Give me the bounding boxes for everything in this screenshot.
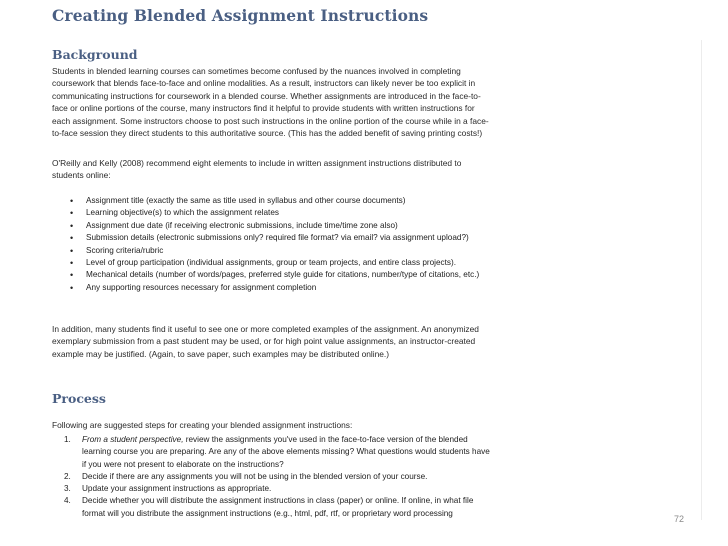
list-item-text: Assignment due date (if receiving electronic submissions, include time/time zone also) bbox=[86, 220, 398, 230]
bullet-icon: • bbox=[70, 282, 74, 293]
list-item bbox=[64, 495, 490, 520]
background-heading: Background bbox=[52, 47, 138, 62]
document-title: Creating Blended Assignment Instructions bbox=[52, 6, 429, 25]
step-number: 1. bbox=[64, 435, 71, 444]
text-line: to-face session they direct students to this authoritative source. (This has the added benefit of saving printing costs!) bbox=[52, 128, 483, 139]
step-number: 3. bbox=[64, 484, 71, 494]
list-item bbox=[70, 220, 479, 232]
elements-bullet-list bbox=[70, 195, 479, 294]
list-item-text: Scoring criteria/rubric bbox=[86, 245, 164, 255]
list-item-text: Assignment title (exactly the same as title used in syllabus and other course documents) bbox=[86, 196, 406, 205]
list-item-text: Submission details (electronic submissions only? required file format? via email? via assignment upload?) bbox=[86, 233, 469, 243]
list-item-text: Any supporting resources necessary for assignment completion bbox=[86, 282, 317, 292]
text-line: example may be justified. (Again, to save paper, such examples may be distributed online.) bbox=[52, 348, 390, 359]
text-line: In addition, many students find it useful to see one or more completed examples of the assignment. An anonymized bbox=[52, 324, 479, 334]
list-item-text: Learning objective(s) to which the assignment relates bbox=[86, 208, 279, 218]
text-line: format will you distribute the assignment instructions (e.g., html, pdf, rtf, or proprietary word processing bbox=[82, 508, 453, 518]
list-item bbox=[64, 471, 490, 483]
text-line bbox=[82, 434, 490, 446]
background-paragraph-2 bbox=[52, 157, 552, 182]
text-line: learning course you are preparing. Are any of the above elements missing? What questions would students have bbox=[82, 447, 490, 457]
text-line: face or online portions of the course, many instructors find it helpful to provide students with written instructions for bbox=[52, 103, 475, 114]
step-text: review the assignments you've used in the face-to-face version of the blended bbox=[183, 435, 468, 444]
list-item bbox=[70, 282, 479, 294]
bullet-icon: • bbox=[70, 196, 74, 206]
bullet-icon: • bbox=[70, 245, 74, 256]
list-item bbox=[70, 257, 479, 269]
step-number: 2. bbox=[64, 471, 71, 481]
bullet-icon: • bbox=[70, 258, 74, 269]
background-paragraph-1 bbox=[52, 65, 552, 139]
list-item bbox=[64, 483, 490, 495]
bullet-icon: • bbox=[70, 208, 74, 219]
text-line: Update your assignment instructions as appropriate. bbox=[82, 484, 272, 494]
list-item bbox=[70, 195, 479, 207]
text-line: exemplary submission from a past student may be used, or for high point value assignments, an instructor-created bbox=[52, 336, 476, 347]
text-line: students online: bbox=[52, 170, 111, 181]
page-edge-divider bbox=[701, 40, 702, 520]
list-item-text: Level of group participation (individual assignments, group or team projects, and entire class projects). bbox=[86, 258, 456, 268]
slide-number: 72 bbox=[674, 514, 685, 524]
list-item bbox=[64, 434, 490, 471]
bullet-icon: • bbox=[70, 220, 74, 231]
process-steps-list bbox=[64, 434, 490, 520]
text-line: each assignment. Some instructors choose to post such instructions in the online portion of the course while in a face- bbox=[52, 115, 489, 126]
text-line: Following are suggested steps for creating your blended assignment instructions: bbox=[52, 420, 353, 430]
step-emphasis: From a student perspective, bbox=[82, 435, 184, 444]
process-heading: Process bbox=[52, 391, 106, 406]
text-line: communicating instructions for coursework in a blended course. Whether assignments are introduced in the face-to- bbox=[52, 90, 481, 101]
step-number: 4. bbox=[64, 496, 71, 506]
text-line: Decide whether you will distribute the assignment instructions in class (paper) or online. If online, in what file bbox=[82, 496, 474, 506]
text-line: if you were not present to elaborate on the instructions? bbox=[82, 459, 284, 469]
list-item bbox=[70, 245, 479, 257]
background-paragraph-3 bbox=[52, 323, 552, 360]
text-line: Decide if there are any assignments you will not be using in the blended version of your course. bbox=[82, 471, 428, 481]
process-intro bbox=[52, 419, 552, 431]
bullet-icon: • bbox=[70, 270, 74, 281]
list-item-text: Mechanical details (number of words/pages, preferred style guide for citations, number/type of citations, etc.) bbox=[86, 270, 480, 280]
list-item bbox=[70, 207, 479, 219]
text-line: Students in blended learning courses can sometimes become confused by the nuances involved in completing bbox=[52, 66, 461, 76]
list-item bbox=[70, 232, 479, 244]
text-line: coursework that blends face-to-face and online modalities. As a result, instructors can likely never be too explicit in bbox=[52, 78, 476, 89]
text-line: O'Reilly and Kelly (2008) recommend eight elements to include in written assignment instructions distributed to bbox=[52, 158, 462, 168]
list-item bbox=[70, 269, 479, 281]
bullet-icon: • bbox=[70, 233, 74, 244]
